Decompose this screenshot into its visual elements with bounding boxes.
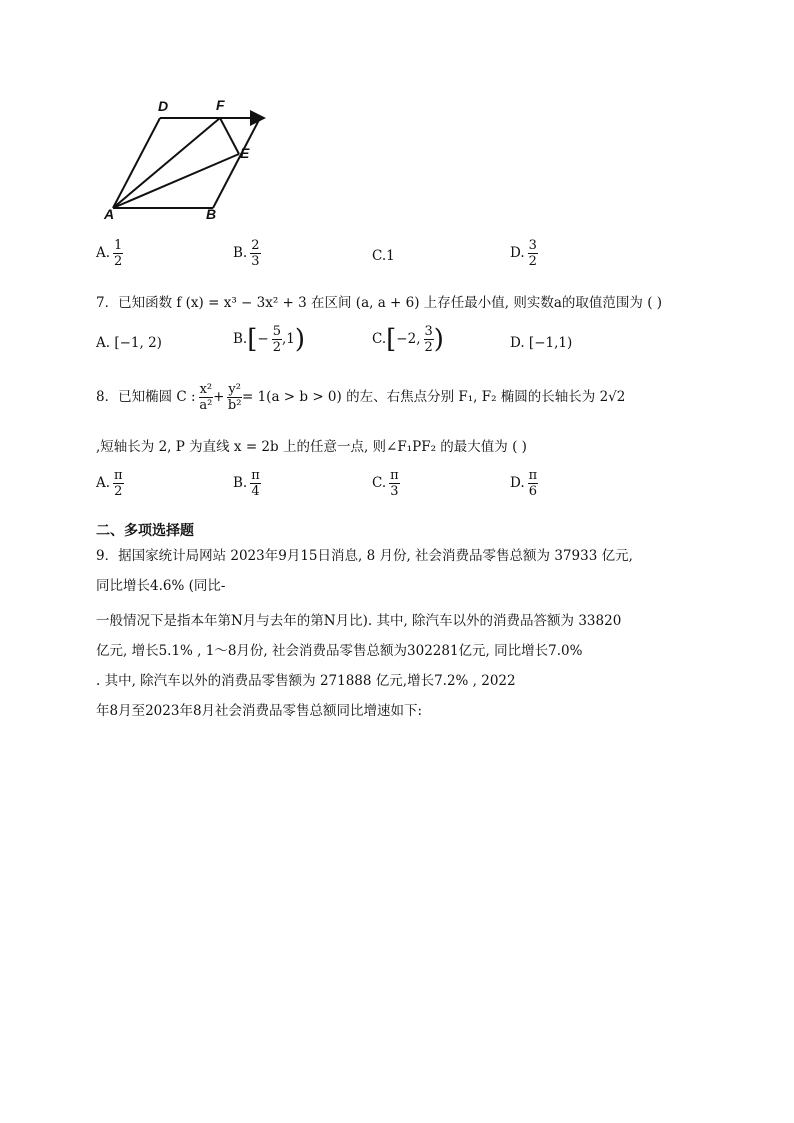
q6-option-a[interactable]: [96, 238, 123, 269]
plus-sign: +: [213, 389, 225, 405]
fraction: $\frac{\pi}{4}$: [251, 468, 260, 499]
q7-stem: 7．已知函数 f (x) = x³ − 3x² + 3 在区间 (a, a + 6) 上存任最小值, 则实数a的取值范围为 ( ): [96, 295, 663, 311]
q9-line-2: 同比增长4.6% (同比-: [96, 578, 226, 594]
q6-option-d[interactable]: [510, 238, 538, 269]
option-letter: C.: [372, 331, 387, 347]
q8-prefix: 8．已知椭圆 C :: [96, 389, 196, 405]
q7-option-a[interactable]: A. [−1, 2): [96, 335, 162, 351]
option-letter: A.: [96, 475, 111, 491]
label-B: B: [206, 206, 217, 222]
fraction: $\frac{\pi}{3}$: [390, 468, 399, 499]
paren-right: ): [294, 324, 306, 355]
segment-FE: [220, 118, 239, 154]
bracket-left: [: [386, 324, 397, 355]
option-letter: B.: [233, 331, 248, 347]
option-letter: C.: [372, 475, 387, 491]
option-value: 1: [386, 248, 395, 264]
q8-option-a[interactable]: [96, 468, 124, 499]
q9-line-4: 亿元, 增长5.1% , 1～8月份, 社会消费品零售总额为302281亿元, 同比增长7.0%: [96, 643, 583, 659]
q8-stem-line1: [96, 382, 625, 413]
q7-option-b[interactable]: [233, 324, 305, 355]
paren-right: ): [433, 324, 444, 355]
fraction: $\frac{5}{2}$: [272, 324, 281, 355]
fraction: $\frac{1}{2}$: [114, 238, 123, 269]
bracket-left: [: [247, 324, 258, 355]
option-letter: D.: [510, 245, 525, 261]
fraction-x2-a2: $\frac{\text{x²}}{\text{a²}}$: [199, 382, 213, 413]
q9-line-5: . 其中, 除汽车以外的消费品零售额为 271888 亿元,增长7.2% , 2022: [96, 673, 516, 689]
q7-option-d[interactable]: D. [−1,1): [510, 335, 573, 351]
q9-line-1: 9．据国家统计局网站 2023年9月15日消息, 8 月份, 社会消费品零售总额为 37933 亿元,: [96, 548, 633, 564]
fraction: $\frac{\pi}{2}$: [114, 468, 123, 499]
q8-suffix: = 1(a > b > 0) 的左、右焦点分别 F₁, F₂ 椭圆的长轴长为 2√2: [241, 389, 626, 405]
label-E: E: [240, 145, 250, 161]
parallelogram-diagram: [96, 96, 272, 226]
q8-option-c[interactable]: [372, 468, 400, 499]
segment-AF: [113, 118, 220, 208]
label-F: F: [216, 97, 225, 113]
option-letter: D.: [510, 475, 525, 491]
fraction: $\frac{2}{3}$: [251, 238, 260, 269]
section-title: 二、多项选择题: [96, 523, 194, 539]
label-A: A: [104, 206, 115, 222]
option-part: ,1: [281, 331, 295, 347]
option-part: −2,: [396, 331, 421, 347]
option-letter: A.: [96, 245, 111, 261]
q7-option-c[interactable]: [372, 324, 444, 355]
q8-option-d[interactable]: [510, 468, 538, 499]
option-part: −: [257, 331, 269, 347]
q6-option-b[interactable]: [233, 238, 261, 269]
q9-line-3: 一般情况下是指本年第N月与去年的第N月比). 其中, 除汽车以外的消费品答额为 33820: [96, 613, 622, 629]
fraction: $\frac{\pi}{6}$: [528, 468, 538, 499]
fraction: $\frac{3}{2}$: [528, 238, 537, 269]
option-letter: C.: [372, 248, 387, 264]
segment-AE: [113, 154, 239, 208]
q6-option-c[interactable]: [372, 248, 395, 264]
fraction-y2-b2: $\frac{\text{y²}}{\text{b²}}$: [227, 382, 242, 413]
q8-option-b[interactable]: [233, 468, 261, 499]
edge-AD: [113, 118, 160, 208]
option-letter: B.: [233, 475, 248, 491]
geometry-figure: [96, 96, 272, 226]
fraction: $\frac{3}{2}$: [424, 324, 433, 355]
option-letter: B.: [233, 245, 248, 261]
label-D: D: [158, 98, 169, 114]
q9-line-6: 年8月至2023年8月社会消费品零售总额同比增速如下:: [96, 703, 423, 719]
q8-stem-line2: ,短轴长为 2, P 为直线 x = 2b 上的任意一点, 则∠F₁PF₂ 的最大值为 ( ): [96, 439, 527, 455]
